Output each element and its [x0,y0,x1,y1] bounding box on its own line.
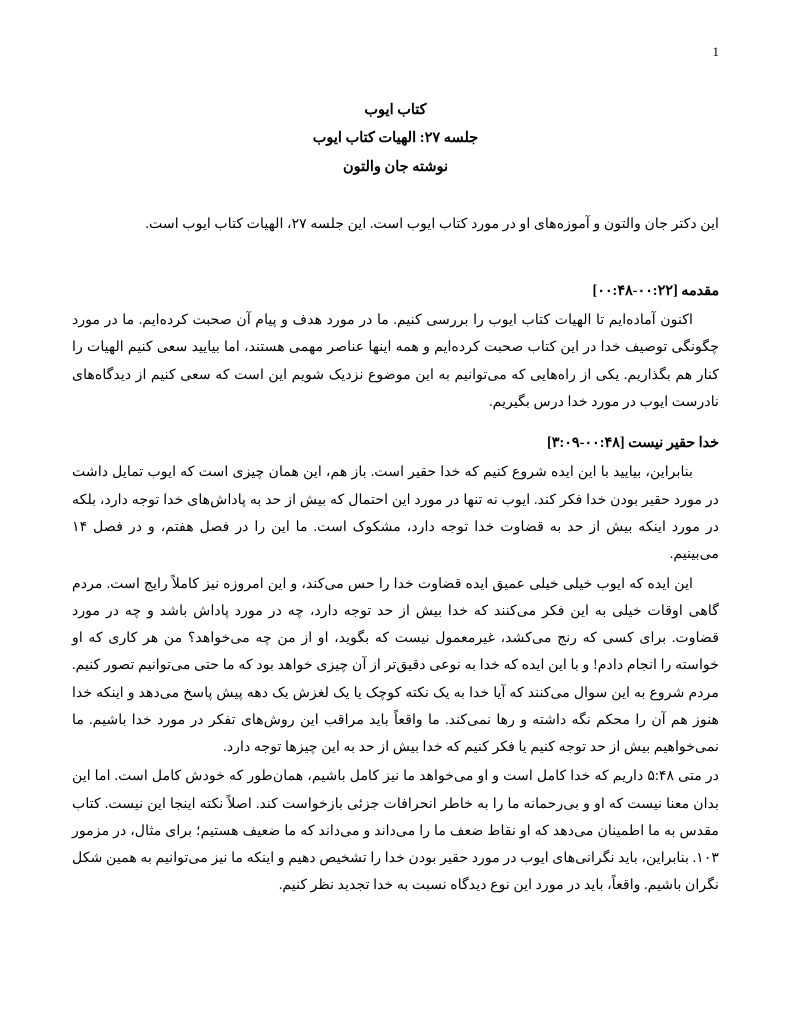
spacer [72,254,719,264]
section-god-paragraph-2: این ایده که ایوب خیلی خیلی عمیق ایده قضاوت خدا را حس می‌کند، و این امروزه نیز کاملاً رایج است. مردم گاهی اوقات خیلی به این فکر می‌کنند که خدا بیش از حد توجه دارد، چه در مورد پاداش باشد و چه در مورد قضاوت. برای کسی که رنج می‌کشد، غیرمعمول نیست که بگوید، او از من چه می‌خواهد؟ من هر کاری که او خواسته را انجام دادم! و با این ایده که خدا به نوعی دقیق‌تر از آن چیزی خواهد بود که ما حتی می‌توانیم تصور کنیم. مردم شروع به این سوال می‌کنند که آیا خدا به یک نکته کوچک یا یک لغزش یک دهه پیش پاسخ می‌دهد و اینکه خدا هنوز هم آن را محکم نگه داشته و رها نمی‌کند. ما واقعاً باید مراقب این روش‌های تفکر در مورد خدا باشیم. ما نمی‌خواهیم بیش از حد توجه کنیم یا فکر کنیم که خدا بیش از حد به این چیزها توجه دارد. [72,575,719,756]
page-number: 1 [712,44,719,59]
document-title-block [72,96,719,181]
section-heading-god-is-not-petty: خدا حقیر نیست [۰۰:۴۸-۳:۰۹] [547,435,719,452]
section-god-paragraph-1: بنابراین، بیایید با این ایده شروع کنیم که خدا حقیر است. باز هم، این همان چیزی است که ایوب تمایل داشت در مورد حقیر بودن خدا فکر کند. ایوب نه تنها در مورد این احتمال که بیش از حد به پاداش‌های خدا توجه دارد، بلکه در مورد اینکه بیش از حد به قضاوت خدا توجه دارد، مشکوک است. ما این را در فصل هفتم، و در فصل ۱۴ می‌بینیم. [72,464,719,563]
section-heading-introduction: مقدمه [۰۰:۲۲-۰۰:۴۸] [592,283,719,300]
document-title-line-2: جلسه ۲۷: الهیات کتاب ایوب [312,130,479,147]
document-title-line-1: کتاب ایوب [364,102,427,118]
document-title-line-3: نوشته جان والتون [342,158,449,175]
document-body [72,96,719,900]
section-god-paragraph-3: در متی ۵:۴۸ داریم که خدا کامل است و او می‌خواهد ما نیز کامل باشیم، همان‌طور که خودش کامل است. اما این بدان معنا نیست که او و بی‌رحمانه ما را به خاطر انحرافات جزئی بازخواست کند. اصلاً نکته اینجا این نیست. کتاب مقدس به ما اطمینان می‌دهد که او نقاط ضعف ما را می‌داند و می‌داند که ما ضعیف هستیم؛ برای مثال، در مزمور ۱۰۳. بنابراین، باید نگرانی‌های ایوب در مورد حقیر بودن خدا را تشخیص دهیم و اینکه ما نیز می‌توانیم به همین شکل نگران باشیم. واقعاً، باید در مورد این نوع دیدگاه نسبت به خدا تجدید نظر کنیم. [72,768,719,894]
section-introduction-paragraph-1: اکنون آماده‌ایم تا الهیات کتاب ایوب را بررسی کنیم. ما در مورد هدف و پیام آن صحبت کرده‌ایم. ما در مورد چگونگی توصیف خدا در این کتاب صحبت کرده‌ایم و همه اینها عناصر مهمی هستند، اما بیایید سعی کنیم الهیات را کنار هم بگذاریم. یکی از راه‌هایی که می‌توانیم به این موضوع نزدیک شویم این است که سعی کنیم از دیدگاه‌های نادرست ایوب در مورد خدا درس بگیریم. [72,312,719,411]
intro-paragraph: این دکتر جان والتون و آموزه‌های او در مورد کتاب ایوب است. این جلسه ۲۷، الهیات کتاب ایوب است. [145,215,719,232]
